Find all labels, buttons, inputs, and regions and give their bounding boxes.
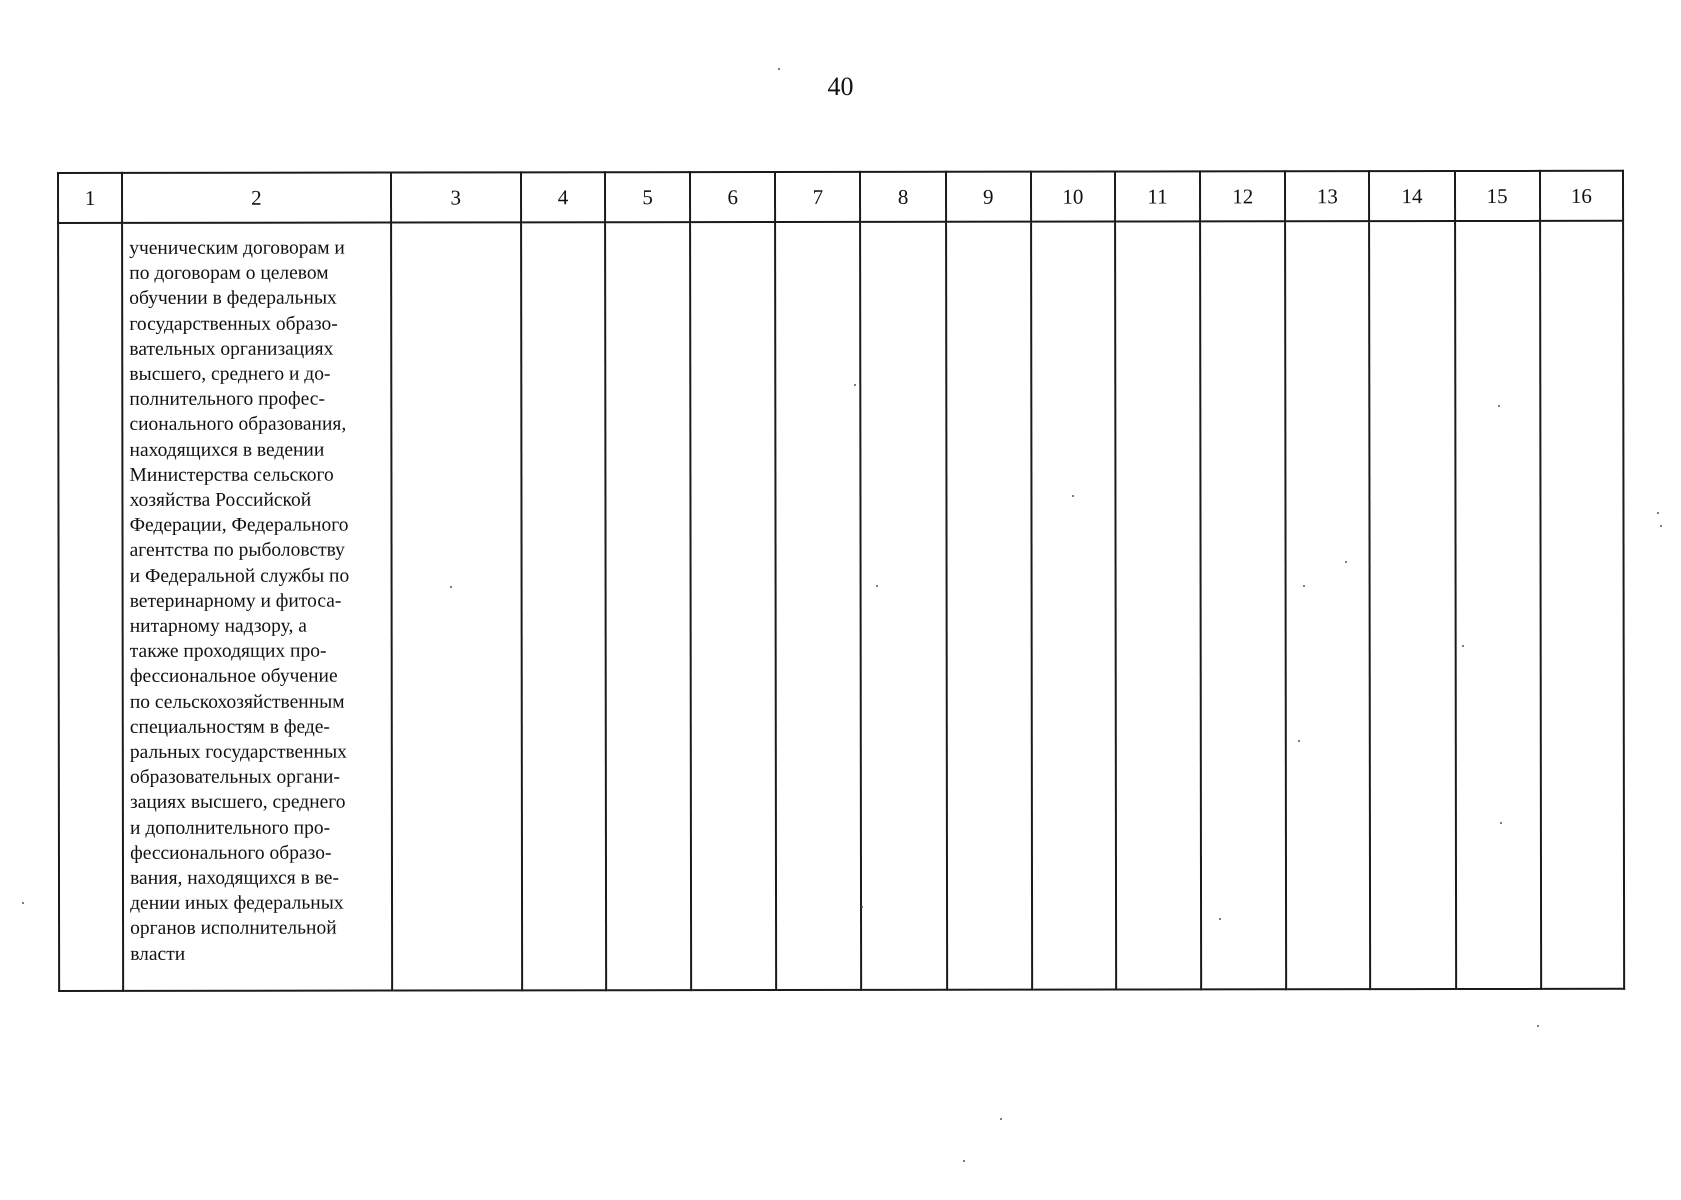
table-cell-12	[1200, 221, 1286, 989]
column-header-12: 12	[1200, 171, 1285, 221]
scan-speck	[963, 1160, 965, 1162]
scan-speck	[876, 585, 878, 587]
scan-speck	[1072, 495, 1074, 497]
scan-speck	[1000, 1118, 1002, 1120]
column-header-11: 11	[1115, 171, 1200, 221]
scan-speck	[1500, 822, 1502, 824]
table-cell-14	[1369, 221, 1455, 989]
scan-speck	[1298, 740, 1300, 742]
column-header-8: 8	[860, 172, 945, 222]
table-cell-5	[605, 222, 691, 990]
column-header-2: 2	[122, 173, 391, 223]
table-cell-9	[946, 222, 1032, 990]
column-header-10: 10	[1031, 172, 1115, 222]
scan-speck	[1498, 405, 1500, 407]
table-cell-6	[690, 222, 776, 990]
table-cell-4	[521, 222, 606, 990]
column-header-9: 9	[946, 172, 1031, 222]
scan-speck	[1657, 512, 1659, 514]
scan-speck	[854, 384, 856, 386]
column-header-14: 14	[1369, 171, 1454, 221]
table-cell-16	[1540, 221, 1624, 989]
table-cell-description: ученическим договорам и по договорам о целевом обучении в федеральных государственных образо- вательных организациях высшего, среднего и до- полнительного профес- сионального образования, находящихся в ведении Министерства сельского хозяйства Российской Федерации, Федерального агентства по рыболовству и Федеральной службы по ветеринарному и фитоса- нитарному надзору, а также проходящих про- фессиональное обучение по сельскохозяйственным специальностям в феде- ральных государственных образовательных органи- зациях высшего, среднего и дополнительного про- фессионального образо- вания, находящихся в ве- дении иных федеральных органов исполнительной власти	[122, 223, 392, 991]
table-cell-8	[861, 222, 947, 990]
scan-speck	[778, 68, 780, 70]
column-header-16: 16	[1540, 171, 1623, 221]
table-cell-1	[58, 223, 123, 991]
scan-speck	[1462, 645, 1464, 647]
column-header-5: 5	[605, 172, 690, 222]
scan-speck	[1345, 561, 1347, 563]
column-header-1: 1	[58, 173, 122, 223]
scan-speck	[1219, 918, 1221, 920]
table-cell-13	[1285, 221, 1370, 989]
column-header-15: 15	[1455, 171, 1540, 221]
table-header-row	[58, 171, 1623, 223]
scan-speck	[861, 906, 863, 908]
column-header-13: 13	[1285, 171, 1369, 221]
table-cell-15	[1455, 221, 1541, 989]
page-number: 40	[827, 72, 854, 101]
table-cell-11	[1115, 221, 1201, 989]
column-header-7: 7	[775, 172, 860, 222]
scan-speck	[1660, 525, 1662, 527]
scan-speck	[1303, 585, 1305, 587]
table-cell-7	[775, 222, 861, 990]
column-header-3: 3	[391, 172, 521, 222]
column-header-6: 6	[690, 172, 775, 222]
scan-speck	[22, 902, 24, 904]
column-header-4: 4	[521, 172, 605, 222]
table-cell-10	[1031, 222, 1116, 990]
scan-speck	[450, 586, 452, 588]
scan-speck	[1537, 1025, 1539, 1027]
table-row	[58, 221, 1624, 991]
table-cell-3	[391, 222, 522, 990]
data-table	[57, 170, 1625, 992]
